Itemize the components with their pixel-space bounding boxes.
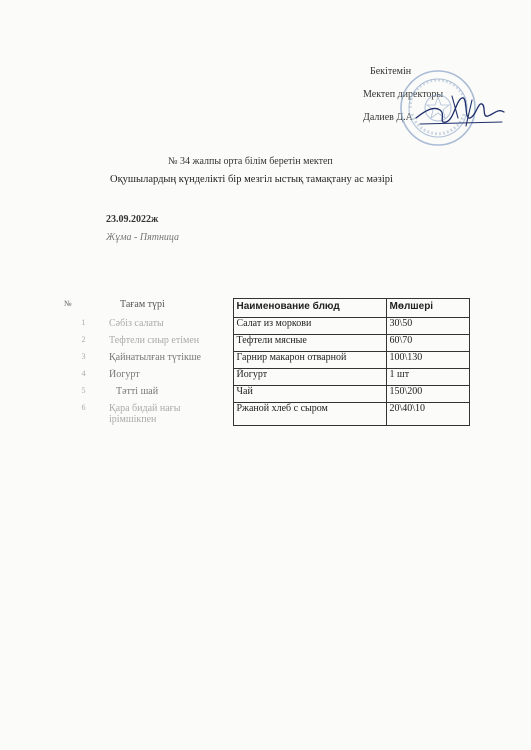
portion-size: 150\200 xyxy=(386,386,469,403)
dish-kazakh: Сәбіз салаты xyxy=(109,317,164,329)
dish-russian: Йогурт xyxy=(233,369,386,386)
table-row xyxy=(61,318,469,335)
director-signature xyxy=(412,88,508,132)
approval-line-position: Мектеп директоры xyxy=(363,89,444,100)
school-name: № 34 жалпы орта білім беретін мектеп xyxy=(168,156,333,167)
table-row xyxy=(61,352,469,369)
dish-kazakh: Қара бидай нағы ірімшікпен xyxy=(109,402,181,425)
row-number: 5 xyxy=(81,385,86,395)
column-header-dish-kazakh: Тағам түрі xyxy=(120,298,165,310)
approval-line-approve: Бекітемін xyxy=(370,66,412,77)
table-row xyxy=(61,369,469,386)
row-number: 6 xyxy=(81,402,86,412)
dish-russian: Гарнир макарон отварной xyxy=(233,352,386,369)
portion-size: 20\40\10 xyxy=(386,403,469,426)
dish-kazakh: Тефтели сиыр етімен xyxy=(109,334,200,346)
row-number: 1 xyxy=(81,317,86,327)
dish-kazakh: Тәтті шай xyxy=(116,385,159,397)
dish-russian: Салат из моркови xyxy=(233,318,386,335)
column-header-number: № xyxy=(64,298,72,308)
portion-size: 60\70 xyxy=(386,335,469,352)
menu-date: 23.09.2022ж xyxy=(106,214,159,225)
menu-title: Оқушылардың күнделікті бір мезгіл ыстық тамақтану ас мәзірі xyxy=(110,174,393,185)
dish-kazakh: Йогурт xyxy=(109,368,140,380)
dish-russian: Тефтели мясные xyxy=(233,335,386,352)
row-number: 2 xyxy=(81,334,86,344)
menu-table-header xyxy=(61,299,469,318)
table-row xyxy=(61,403,469,426)
approval-line-name: Далиев Д.А xyxy=(363,112,413,123)
table-row xyxy=(61,335,469,352)
portion-size: 100\130 xyxy=(386,352,469,369)
dish-kazakh: Қайнатылған түтікше xyxy=(109,351,201,363)
row-number: 4 xyxy=(81,368,86,378)
table-row xyxy=(61,386,469,403)
portion-size: 30\50 xyxy=(386,318,469,335)
menu-table xyxy=(61,298,470,426)
column-header-dish-russian: Наименование блюд xyxy=(233,299,386,318)
dish-russian: Чай xyxy=(233,386,386,403)
dish-russian: Ржаной хлеб с сыром xyxy=(233,403,386,426)
menu-weekday: Жұма - Пятница xyxy=(106,232,180,243)
row-number: 3 xyxy=(81,351,86,361)
column-header-portion: Мөлшері xyxy=(386,299,469,318)
portion-size: 1 шт xyxy=(386,369,469,386)
